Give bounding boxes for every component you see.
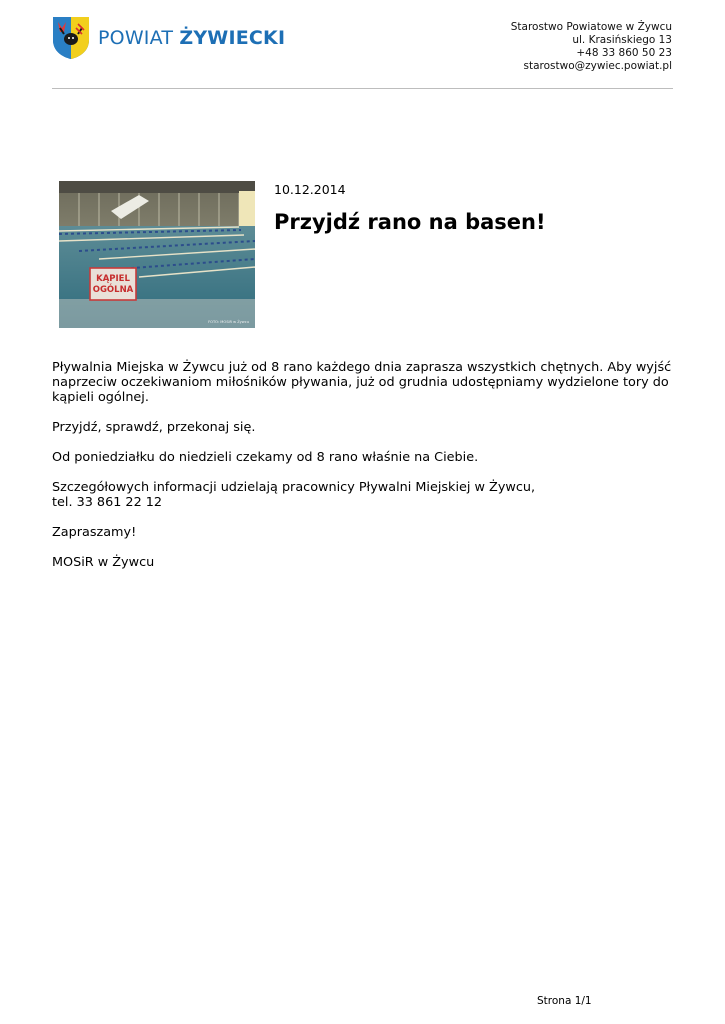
article-paragraph: Pływalnia Miejska w Żywcu już od 8 rano każdego dnia zaprasza wszystkich chętnych. Aby wyjść naprzeciw oczekiwaniom miłośników pływania, już od grudnia udostępniamy wydzielone tory do kąpieli ogólnej. <box>52 360 672 405</box>
contact-address: ul. Krasińskiego 13 <box>572 34 672 46</box>
logo-text-bold: ŻYWIECKI <box>179 27 286 49</box>
photo-sign-line1: KĄPIEL <box>96 274 130 284</box>
article-paragraph-contact <box>52 480 672 510</box>
photo-credit: FOTO: MOSiR w Żywcu <box>208 320 249 324</box>
logo-text <box>98 27 285 49</box>
logo-text-light: POWIAT <box>98 27 180 49</box>
contact-phone-number: tel. 33 861 22 12 <box>52 495 163 510</box>
article-signature: MOSiR w Żywcu <box>52 555 155 570</box>
contact-block <box>511 21 672 73</box>
coat-of-arms-icon <box>52 16 90 60</box>
page-header <box>0 0 725 90</box>
contact-email[interactable]: starostwo@zywiec.powiat.pl <box>523 60 672 72</box>
contact-phone: +48 33 860 50 23 <box>576 47 672 59</box>
header-divider <box>52 88 673 89</box>
logo[interactable] <box>52 16 285 60</box>
article-paragraph: Przyjdź, sprawdź, przekonaj się. <box>52 420 256 435</box>
photo-sign-line2: OGÓLNA <box>92 285 134 295</box>
page-number: Strona 1/1 <box>537 995 592 1007</box>
article-body <box>52 360 672 585</box>
contact-office: Starostwo Powiatowe w Żywcu <box>510 21 672 33</box>
article-paragraph: Od poniedziałku do niedzieli czekamy od 8 rano właśnie na Ciebie. <box>52 450 479 465</box>
article-photo <box>59 181 255 328</box>
article-date: 10.12.2014 <box>274 182 346 197</box>
article-paragraph: Zapraszamy! <box>52 525 137 540</box>
contact-info-text: Szczegółowych informacji udzielają pracownicy Pływalni Miejskiej w Żywcu, <box>52 480 536 495</box>
article-title: Przyjdź rano na basen! <box>274 210 546 234</box>
